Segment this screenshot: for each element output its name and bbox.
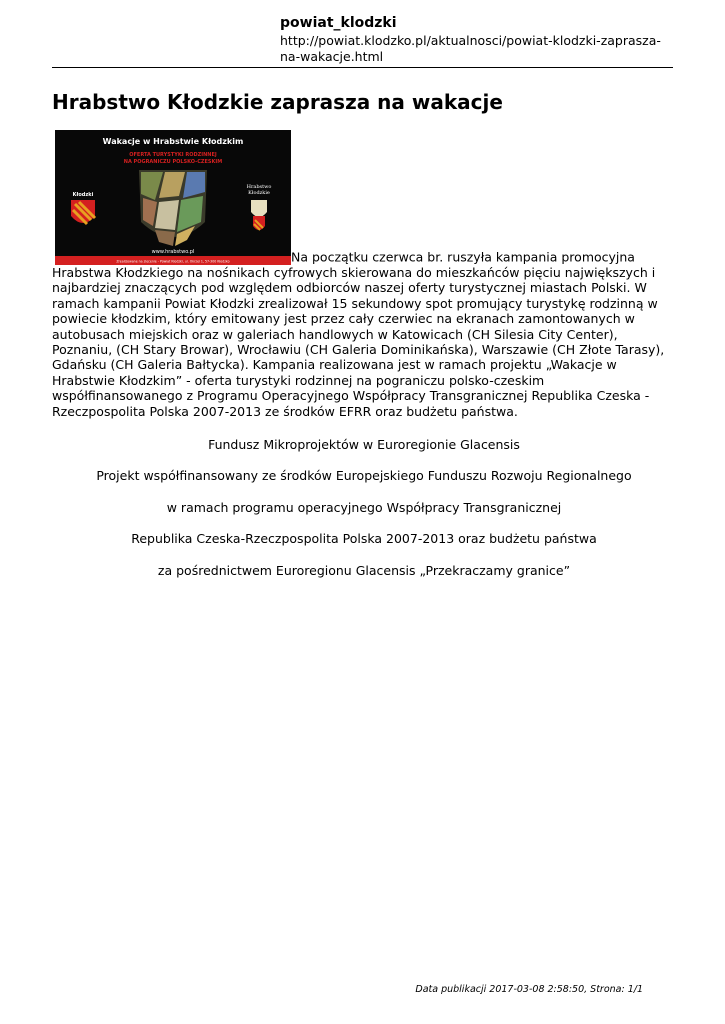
banner-footer-text: Zrealizowane na zlecenie - Powiat Kłodzki, ul. Okrzei 1, 57-300 Kłodzko [116, 259, 230, 264]
funding-line: Fundusz Mikroprojektów w Euroregionie Glacensis [208, 437, 520, 453]
page-url: http://powiat.klodzko.pl/aktualnosci/powiat-klodzki-zaprasza-na-wakacje.html [280, 33, 661, 64]
article-body-text: Na początku czerwca br. ruszyła kampania promocyjna Hrabstwa Kłodzkiego na nośnikach cyfrowych skierowana do mieszkańców pięciu największych i najbardziej znaczących pod względem odbiorców naszej oferty turystycznej miastach Polski. W ramach kampanii Powiat Kłodzki zrealizował 15 sekundowy spot promujący turystykę rodzinną w powiecie kłodzkim, który emitowany jest przez cały czerwiec na ekranach zamontowanych w autobusach miejskich oraz w galeriach handlowych w Katowicach (CH Silesia City Center), Poznaniu, (CH Stary Browar), Wrocławiu (CH Galeria Dominikańska), Warszawie (CH Złote Tarasy), Gdańsku (CH Galeria Bałtycka). Kampania realizowana jest w ramach projektu „Wakacje w Hrabstwie Kłodzkim” - oferta turystyki rodzinnej na pograniczu polsko-czeskim współfinansowanego z Programu Operacyjnego Współpracy Transgranicznej Republika Czeska - Rzeczpospolita Polska 2007-2013 ze środków EFRR oraz budżetu państwa. [52, 249, 665, 419]
promo-banner-image [55, 130, 291, 265]
funding-line: za pośrednictwem Euroregionu Glacensis „Przekraczamy granice” [157, 562, 571, 578]
funding-line: Republika Czeska-Rzeczpospolita Polska 2007-2013 oraz budżetu państwa [131, 531, 597, 547]
article-title: Hrabstwo Kłodzkie zaprasza na wakacje [52, 90, 503, 114]
article-content [52, 130, 676, 578]
hrabstwo-logo-text-2: Kłodzkie [248, 190, 270, 196]
header-divider [52, 67, 673, 68]
banner-subheading-2: NA POGRANICZU POLSKO-CZESKIM [123, 159, 223, 165]
banner-heading: Wakacje w Hrabstwie Kłodzkim [102, 137, 244, 146]
klodzki-shield-logo [71, 192, 95, 224]
funding-line: Projekt współfinansowany ze środków Europejskiego Funduszu Rozwoju Regionalnego [96, 468, 632, 484]
hrabstwo-logo-text-1: Hrabstwo [246, 184, 272, 190]
klodzki-logo-text: Kłodzki [72, 192, 94, 198]
document-header [280, 14, 680, 65]
site-name: powiat_klodzki [280, 15, 397, 31]
banner-subheading-1: OFERTA TURYSTYKI RODZINNEJ [129, 152, 217, 158]
article-body [52, 130, 676, 419]
banner-website: www.hrabstwo.pl [151, 249, 195, 255]
publication-footer: Data publikacji 2017-03-08 2:58:50, Strona: 1/1 [415, 984, 643, 995]
funding-line: w ramach programu operacyjnego Współpracy Transgranicznej [166, 499, 562, 515]
